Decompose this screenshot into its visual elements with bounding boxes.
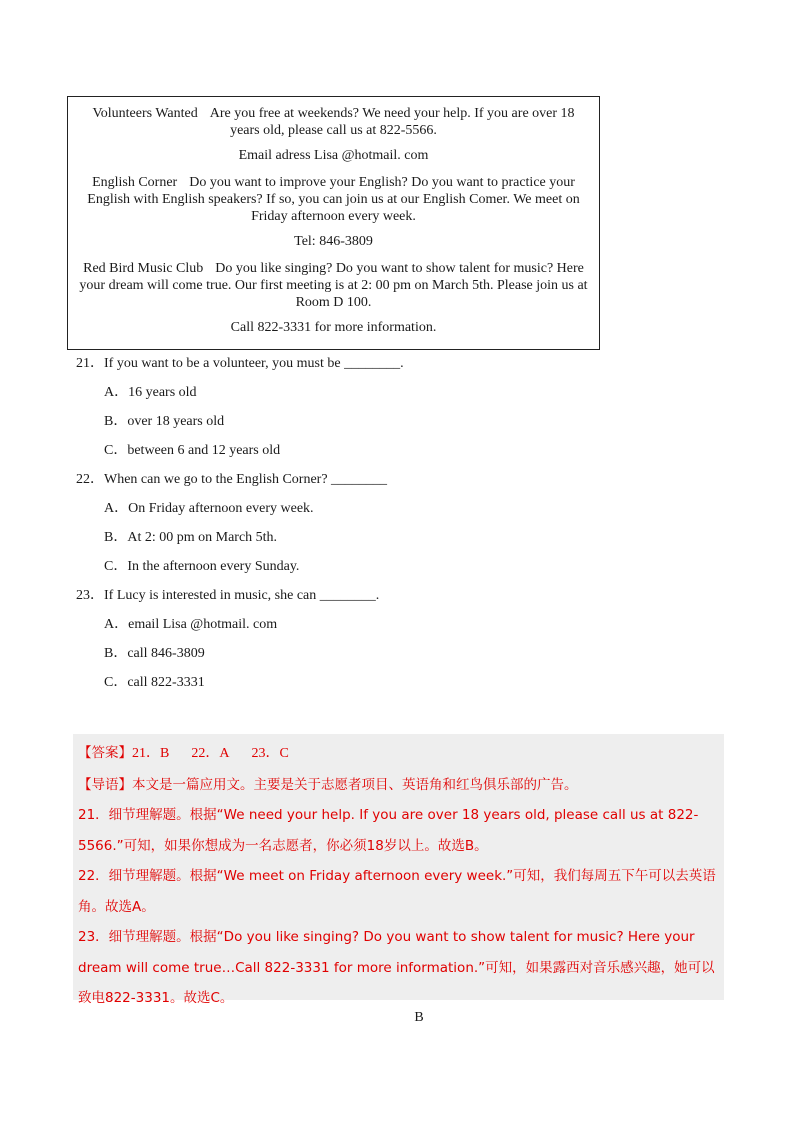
option-a[interactable]: A．On Friday afternoon every week. — [104, 501, 314, 516]
advertisement-box — [67, 96, 600, 350]
question-23 — [76, 586, 716, 693]
question-list — [76, 354, 716, 702]
ad-music-club-name: Red Bird Music Club — [83, 261, 204, 276]
ad-music-club-text: Red Bird Music Club Do you like singing? Do you want to show talent for music? Here your dream will come true. Our first meeting is at 2: 00 pm on March 5th. Please join us at Room D 100. — [79, 261, 588, 310]
option-c[interactable]: C．In the afternoon every Sunday. — [104, 559, 300, 574]
answer-21: 21．B — [132, 746, 170, 761]
ad-volunteers-name: Volunteers Wanted — [92, 106, 198, 121]
ad-volunteers-text: Volunteers Wanted Are you free at weekends? We need your help. If you are over 18 years old, please call us at 822-5566. — [92, 106, 575, 138]
question-stem: 21．If you want to be a volunteer, you must be ________. — [76, 356, 404, 371]
answer-label: 【答案】 — [78, 745, 132, 761]
question-stem: 23．If Lucy is interested in music, she can ________. — [76, 588, 380, 603]
answer-line — [78, 738, 719, 770]
option-a[interactable]: A．email Lisa @hotmail. com — [104, 617, 278, 632]
ad-volunteers-contact: Email adress Lisa @hotmail. com — [238, 148, 429, 163]
ad-english-corner-text: English Corner Do you want to improve your English? Do you want to practice your English with English speakers? If so, you can join us at our English Comer. We meet on Friday afternoon every week. — [87, 175, 580, 224]
ad-music-club-contact: Call 822-3331 for more information. — [230, 320, 437, 335]
section-letter: B — [414, 1010, 424, 1025]
question-21 — [76, 354, 716, 461]
explanation-23: 23．细节理解题。根据“Do you like singing? Do you want to show talent for music? Here your dream will come true…Call 822-3331 for more information.”可知，如果露西对音乐感兴趣，她可以致电822-3331。故选C。 — [78, 929, 715, 1006]
option-a[interactable]: A．16 years old — [104, 385, 197, 400]
explanation-21: 21．细节理解题。根据“We need your help. If you are over 18 years old, please call us at 822-5566.”可知，如果你想成为一名志愿者，你必须18岁以上。故选B。 — [78, 807, 699, 854]
option-c[interactable]: C．between 6 and 12 years old — [104, 443, 281, 458]
option-b[interactable]: B．At 2: 00 pm on March 5th. — [104, 530, 278, 545]
explanation-22: 22．细节理解题。根据“We meet on Friday afternoon every week.”可知，我们每周五下午可以去英语角。故选A。 — [78, 868, 716, 915]
answer-22: 22．A — [191, 746, 230, 761]
question-22 — [76, 470, 716, 577]
option-b[interactable]: B．over 18 years old — [104, 414, 225, 429]
option-c[interactable]: C．call 822-3331 — [104, 675, 205, 690]
question-stem: 22．When can we go to the English Corner? ________ — [76, 472, 388, 487]
guide-text: 【导语】本文是一篇应用文。主要是关于志愿者项目、英语角和红鸟俱乐部的广告。 — [78, 776, 578, 793]
ad-english-corner-contact: Tel: 846-3809 — [294, 234, 373, 249]
option-b[interactable]: B．call 846-3809 — [104, 646, 205, 661]
answer-explanation-box — [73, 734, 724, 1006]
ad-english-corner-name: English Corner — [92, 175, 178, 190]
answer-23: 23．C — [251, 746, 289, 761]
